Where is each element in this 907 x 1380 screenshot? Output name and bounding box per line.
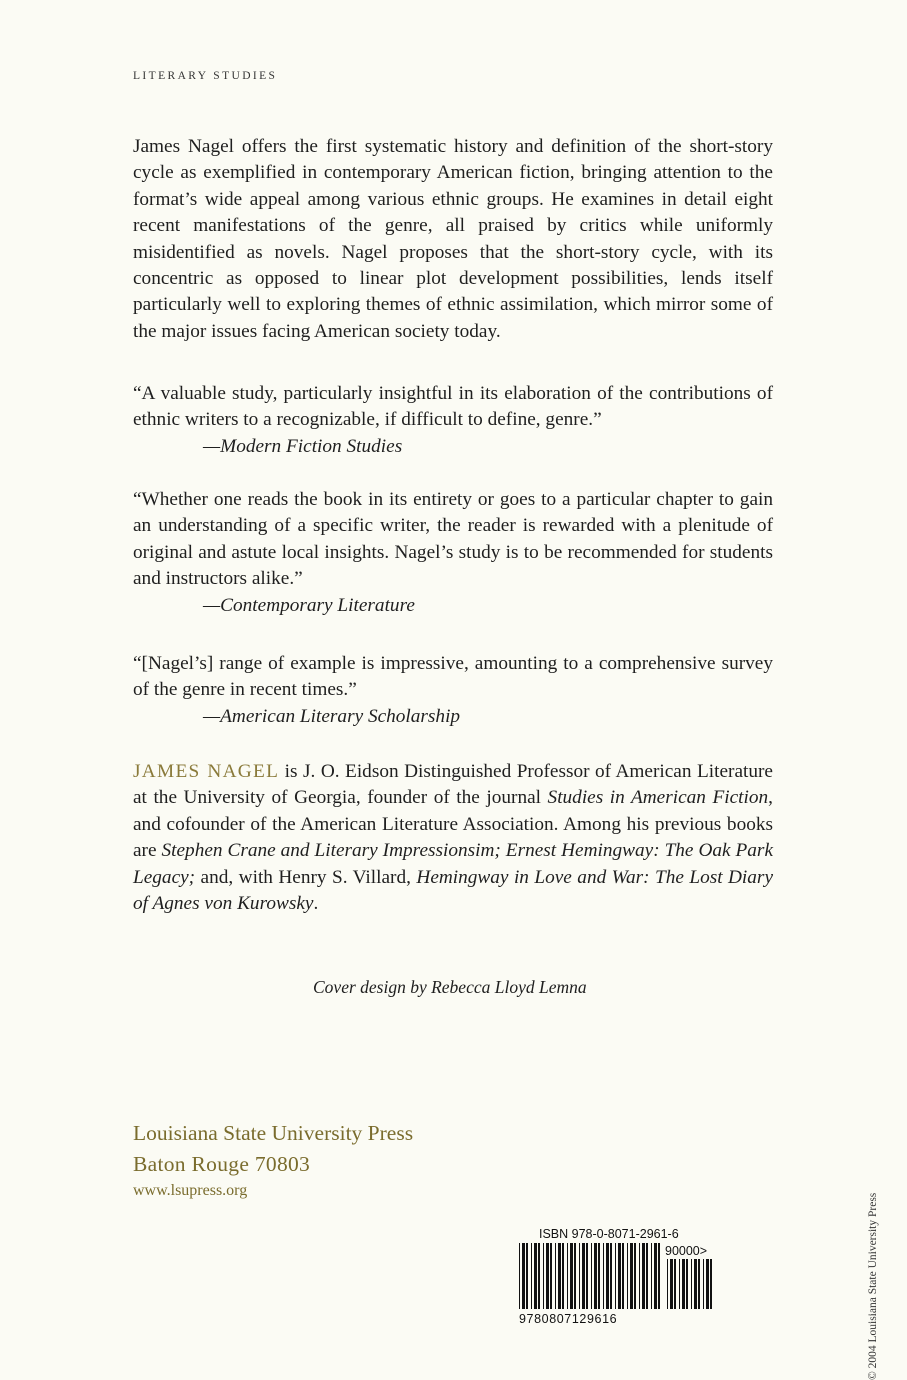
barcode-bar	[630, 1243, 633, 1309]
barcode-bar	[618, 1243, 621, 1309]
author-bio	[133, 759, 773, 917]
cover-design-credit: Cover design by Rebecca Lloyd Lemna	[313, 977, 587, 997]
quote-source: —Contemporary Literature	[203, 594, 415, 616]
barcode-bar	[610, 1243, 612, 1309]
barcode-bar	[534, 1243, 537, 1309]
isbn-label: ISBN 978-0-8071-2961-6	[539, 1227, 679, 1241]
barcode-bar	[646, 1243, 648, 1309]
barcode-bar	[558, 1243, 561, 1309]
author-name: JAMES NAGEL	[133, 761, 280, 782]
quote-text: “Whether one reads the book in its entirety or goes to a particular chapter to gain an understanding of a specific writer, the reader is rewarded with a plenitude of original and astute local insights. Nagel’s study is to be recommended for students and instructors alike.”	[133, 489, 773, 590]
barcode-bar	[567, 1243, 568, 1309]
bio-text: .	[313, 893, 319, 915]
barcode-bar	[570, 1243, 573, 1309]
barcode-bar	[642, 1243, 645, 1309]
barcode-bar	[682, 1259, 685, 1309]
barcode-bar	[519, 1243, 520, 1309]
barcode-bar	[674, 1259, 676, 1309]
review-quote	[133, 381, 773, 460]
copyright-notice: © 2004 Louisiana State University Press	[867, 1192, 879, 1380]
barcode-bar	[586, 1243, 588, 1309]
quote-text: “[Nagel’s] range of example is impressive, amounting to a comprehensive survey of the genre in recent times.”	[133, 653, 773, 701]
quote-text: “A valuable study, particularly insightful in its elaboration of the contributions of ethnic writers to a recognizable, if difficult to define, genre.”	[133, 383, 773, 431]
publisher-name: Louisiana State University Press	[133, 1121, 414, 1145]
bio-text: and, with Henry S. Villard,	[195, 866, 417, 888]
barcode-bar	[627, 1243, 628, 1309]
quote-source: —American Literary Scholarship	[203, 705, 461, 727]
barcode-bar	[550, 1243, 552, 1309]
isbn-barcode	[515, 1243, 715, 1328]
barcode-bar	[598, 1243, 600, 1309]
barcode-bar	[694, 1259, 697, 1309]
barcode-bar	[579, 1243, 580, 1309]
quote-source: —Modern Fiction Studies	[203, 435, 403, 457]
barcode-bar	[667, 1259, 668, 1309]
ean-digits: 9780807129616	[519, 1312, 618, 1326]
barcode-bar	[622, 1243, 624, 1309]
barcode-bar	[555, 1243, 556, 1309]
price-addon: 90000>	[665, 1244, 708, 1258]
barcode-bar	[634, 1243, 636, 1309]
barcode-bar	[615, 1243, 616, 1309]
barcode-bar	[654, 1243, 657, 1309]
barcode-bar	[522, 1243, 525, 1309]
barcode-bar	[603, 1243, 604, 1309]
publisher-website: www.lsupress.org	[133, 1182, 248, 1199]
bio-text: is J. O. Eidson Distinguished Professor of American Literature at the University of Georgia, founder of the journal	[133, 761, 773, 809]
barcode-bar	[606, 1243, 609, 1309]
barcode-bar	[686, 1259, 688, 1309]
book-title: Hemingway in Love and War: The Lost Diary of Agnes von Kurowsky	[133, 866, 773, 915]
barcode-bar	[670, 1259, 673, 1309]
barcode-bar	[538, 1243, 540, 1309]
addon-bars	[667, 1259, 712, 1309]
journal-title: Studies in American Fiction	[547, 787, 769, 809]
bio-text: , and cofounder of the American Literature Association. Among his previous books are	[133, 787, 773, 862]
barcode-bar	[546, 1243, 549, 1309]
barcode-bar	[710, 1259, 712, 1309]
barcode-bars	[519, 1243, 660, 1309]
barcode-bar	[639, 1243, 640, 1309]
barcode-bar	[691, 1259, 692, 1309]
barcode-bar	[651, 1243, 652, 1309]
barcode-bar	[526, 1243, 528, 1309]
barcode-bar	[698, 1259, 700, 1309]
series-label: LITERARY STUDIES	[133, 70, 278, 82]
barcode-bar	[591, 1243, 592, 1309]
barcode-bar	[594, 1243, 597, 1309]
barcode-bar	[562, 1243, 564, 1309]
review-quote	[133, 487, 773, 619]
barcode-bar	[531, 1243, 532, 1309]
publisher-city: Baton Rouge 70803	[133, 1152, 311, 1176]
barcode-bar	[679, 1259, 680, 1309]
barcode-bar	[706, 1259, 709, 1309]
book-title: Stephen Crane and Literary Impressionsim; Ernest Hemingway: The Oak Park Legacy;	[133, 840, 773, 888]
book-description: James Nagel offers the first systematic history and definition of the short-story cycle as exemplified in contemporary American fiction, bringing attention to the format’s wide appeal among various ethnic groups. He examines in detail eight recent manifestations of the genre, all praised by critics while uniformly misidentified as novels. Nagel proposes that the short-story cycle, with its concentric as opposed to linear plot development possibilities, lends itself particularly well to exploring themes of ethnic assimilation, which mirror some of the major issues facing American society today.	[133, 136, 773, 342]
barcode-bar	[703, 1259, 704, 1309]
review-quote	[133, 651, 773, 730]
barcode-bar	[574, 1243, 576, 1309]
barcode-bar	[543, 1243, 544, 1309]
barcode-bar	[582, 1243, 585, 1309]
barcode-bar	[658, 1243, 660, 1309]
